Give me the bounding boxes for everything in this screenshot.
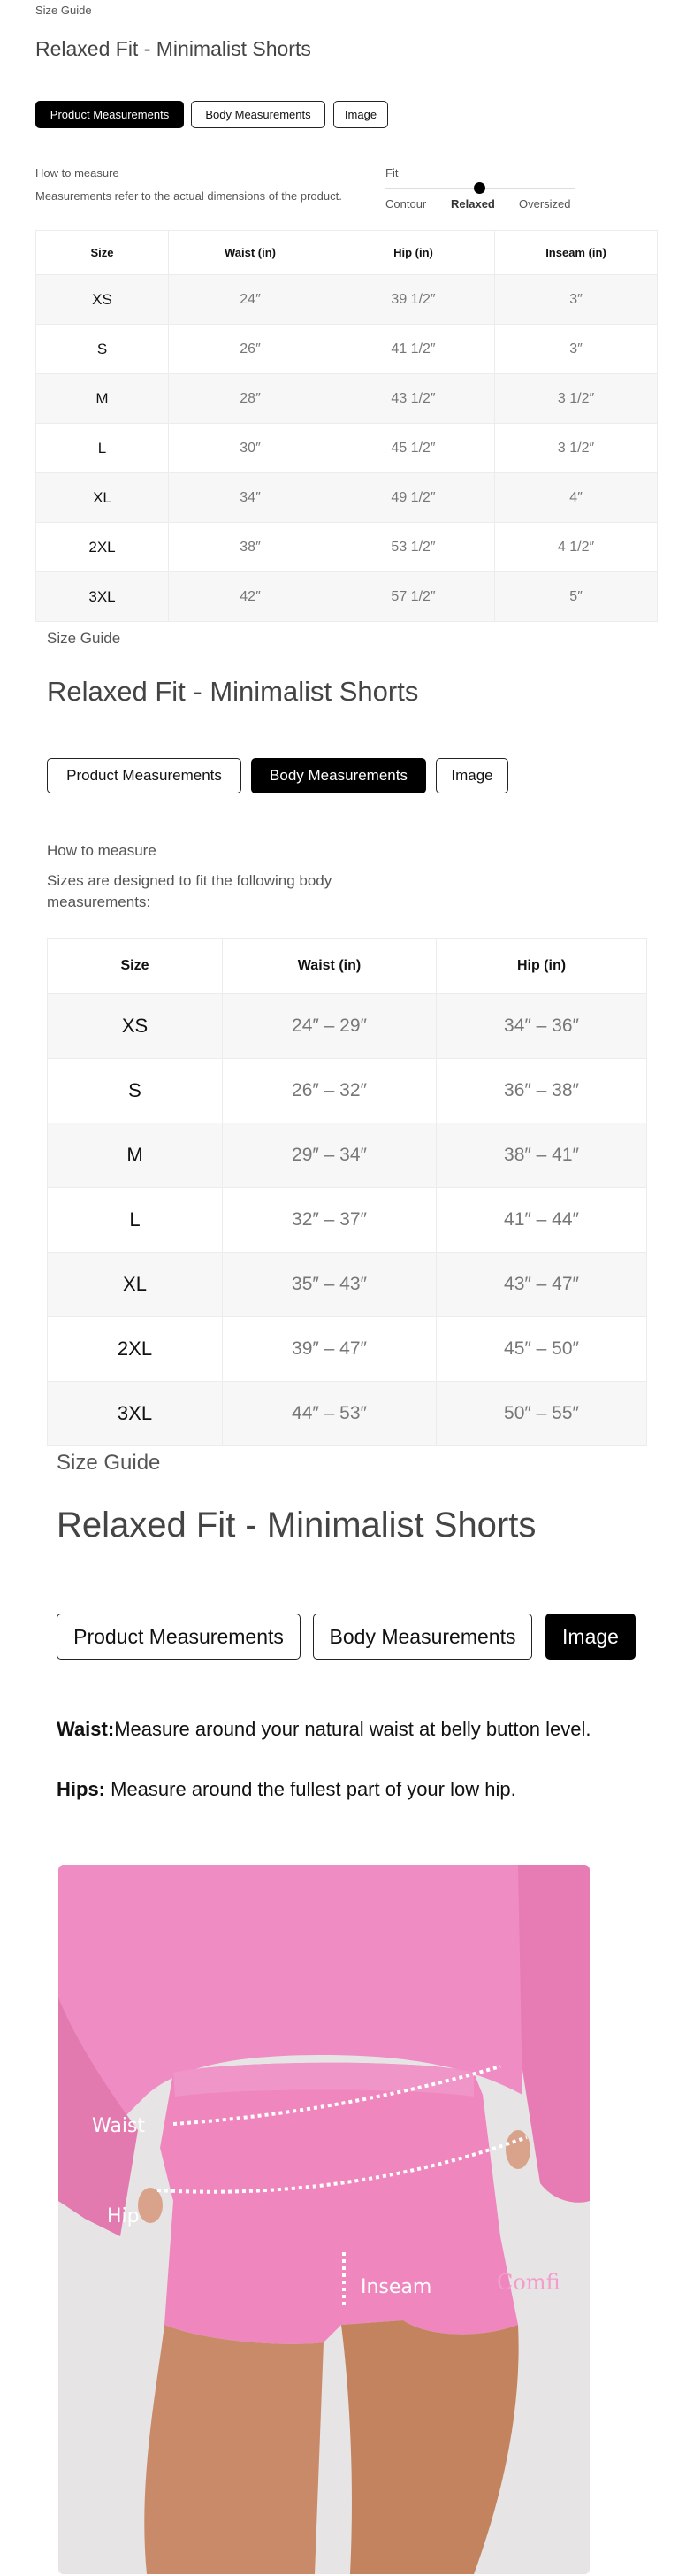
tab-image[interactable]: Image (333, 101, 388, 128)
column-header: Hip (in) (332, 231, 495, 275)
table-row (36, 374, 658, 424)
measurement-cell: 34″ – 36″ (437, 994, 647, 1059)
size-cell: XL (48, 1253, 223, 1317)
tab-body-measurements[interactable]: Body Measurements (191, 101, 325, 128)
fit-option-oversized[interactable]: Oversized (519, 197, 571, 211)
measurement-cell: 29″ – 34″ (223, 1123, 437, 1188)
column-header: Waist (in) (169, 231, 332, 275)
size-cell: L (36, 424, 169, 473)
tab-product-measurements[interactable]: Product Measurements (35, 101, 184, 128)
table-row (36, 572, 658, 622)
breadcrumb: Size Guide (47, 630, 121, 647)
tab-image[interactable]: Image (545, 1614, 636, 1660)
measure-description: Measurements refer to the actual dimensions of the product. (35, 189, 342, 203)
column-header: Inseam (in) (495, 231, 658, 275)
brand-embroidery: Comfi (497, 2270, 560, 2295)
measurement-cell: 30″ (169, 424, 332, 473)
measurement-cell: 39″ – 47″ (223, 1317, 437, 1382)
measurement-cell: 26″ – 32″ (223, 1059, 437, 1123)
page-title: Relaxed Fit - Minimalist Shorts (35, 37, 311, 60)
fit-option-relaxed[interactable]: Relaxed (451, 197, 495, 211)
size-cell: 3XL (36, 572, 169, 622)
size-cell: L (48, 1188, 223, 1253)
tab-product-measurements[interactable]: Product Measurements (47, 758, 241, 794)
measurement-cell: 34″ (169, 473, 332, 523)
image-waist-label: Waist (92, 2115, 146, 2137)
measurement-cell: 24″ (169, 275, 332, 325)
measure-description: Sizes are designed to fit the following body measurements: (47, 872, 332, 910)
size-cell: S (48, 1059, 223, 1123)
table-row (36, 325, 658, 374)
fit-label: Fit (385, 166, 399, 180)
breadcrumb: Size Guide (35, 4, 92, 17)
size-cell: XS (48, 994, 223, 1059)
measurement-cell: 32″ – 37″ (223, 1188, 437, 1253)
waist-instruction (57, 1718, 591, 1741)
table-row (48, 1253, 647, 1317)
measurement-cell: 3 1/2″ (495, 424, 658, 473)
hips-text: Measure around the fullest part of your low hip. (105, 1778, 516, 1800)
size-cell: 3XL (48, 1382, 223, 1446)
table-row (48, 1317, 647, 1382)
how-to-measure-label: How to measure (35, 166, 119, 180)
size-cell: XL (36, 473, 169, 523)
breadcrumb: Size Guide (57, 1451, 161, 1475)
image-hip-label: Hip (107, 2205, 140, 2227)
fit-slider-handle[interactable] (474, 182, 485, 194)
image-inseam-label: Inseam (361, 2276, 432, 2298)
measurement-cell: 57 1/2″ (332, 572, 495, 622)
measurement-cell: 5″ (495, 572, 658, 622)
table-row (48, 994, 647, 1059)
table-row (48, 1123, 647, 1188)
tab-product-measurements[interactable]: Product Measurements (57, 1614, 301, 1660)
measurement-cell: 3″ (495, 275, 658, 325)
measurement-cell: 28″ (169, 374, 332, 424)
measurement-cell: 38″ (169, 523, 332, 572)
measurement-cell: 53 1/2″ (332, 523, 495, 572)
size-cell: 2XL (48, 1317, 223, 1382)
body-measurements-table (47, 938, 647, 1446)
size-cell: M (36, 374, 169, 424)
tab-image[interactable]: Image (436, 758, 508, 794)
measurement-cell: 3 1/2″ (495, 374, 658, 424)
measurement-cell: 45″ – 50″ (437, 1317, 647, 1382)
measurement-guide-image (58, 1865, 590, 2574)
table-row (36, 424, 658, 473)
column-header: Waist (in) (223, 939, 437, 994)
table-row (48, 1059, 647, 1123)
size-cell: XS (36, 275, 169, 325)
page-title: Relaxed Fit - Minimalist Shorts (47, 676, 419, 707)
tab-body-measurements[interactable]: Body Measurements (313, 1614, 532, 1660)
measurement-cell: 49 1/2″ (332, 473, 495, 523)
column-header: Size (36, 231, 169, 275)
tab-body-measurements[interactable]: Body Measurements (251, 758, 426, 794)
table-header-row (48, 939, 647, 994)
measurement-cell: 26″ (169, 325, 332, 374)
measurement-cell: 36″ – 38″ (437, 1059, 647, 1123)
column-header: Hip (in) (437, 939, 647, 994)
column-header: Size (48, 939, 223, 994)
measurement-cell: 50″ – 55″ (437, 1382, 647, 1446)
table-row (36, 473, 658, 523)
waist-text: Measure around your natural waist at belly button level. (114, 1718, 591, 1740)
size-cell: S (36, 325, 169, 374)
hips-instruction (57, 1778, 516, 1801)
measurement-cell: 4″ (495, 473, 658, 523)
size-cell: 2XL (36, 523, 169, 572)
table-header-row (36, 231, 658, 275)
page-title: Relaxed Fit - Minimalist Shorts (57, 1506, 537, 1545)
measurement-cell: 35″ – 43″ (223, 1253, 437, 1317)
measurement-cell: 39 1/2″ (332, 275, 495, 325)
measurement-cell: 38″ – 41″ (437, 1123, 647, 1188)
size-cell: M (48, 1123, 223, 1188)
hips-label: Hips: (57, 1778, 105, 1800)
measurement-cell: 41″ – 44″ (437, 1188, 647, 1253)
table-row (36, 275, 658, 325)
measurement-cell: 41 1/2″ (332, 325, 495, 374)
fit-option-contour[interactable]: Contour (385, 197, 427, 211)
how-to-measure-label: How to measure (47, 842, 156, 859)
table-row (36, 523, 658, 572)
table-row (48, 1188, 647, 1253)
measurement-cell: 24″ – 29″ (223, 994, 437, 1059)
measurement-cell: 45 1/2″ (332, 424, 495, 473)
measurement-cell: 43″ – 47″ (437, 1253, 647, 1317)
waist-label: Waist: (57, 1718, 115, 1740)
measurement-cell: 44″ – 53″ (223, 1382, 437, 1446)
measurement-cell: 4 1/2″ (495, 523, 658, 572)
measurement-cell: 42″ (169, 572, 332, 622)
product-measurements-table (35, 230, 658, 622)
measurement-cell: 43 1/2″ (332, 374, 495, 424)
measurement-cell: 3″ (495, 325, 658, 374)
table-row (48, 1382, 647, 1446)
